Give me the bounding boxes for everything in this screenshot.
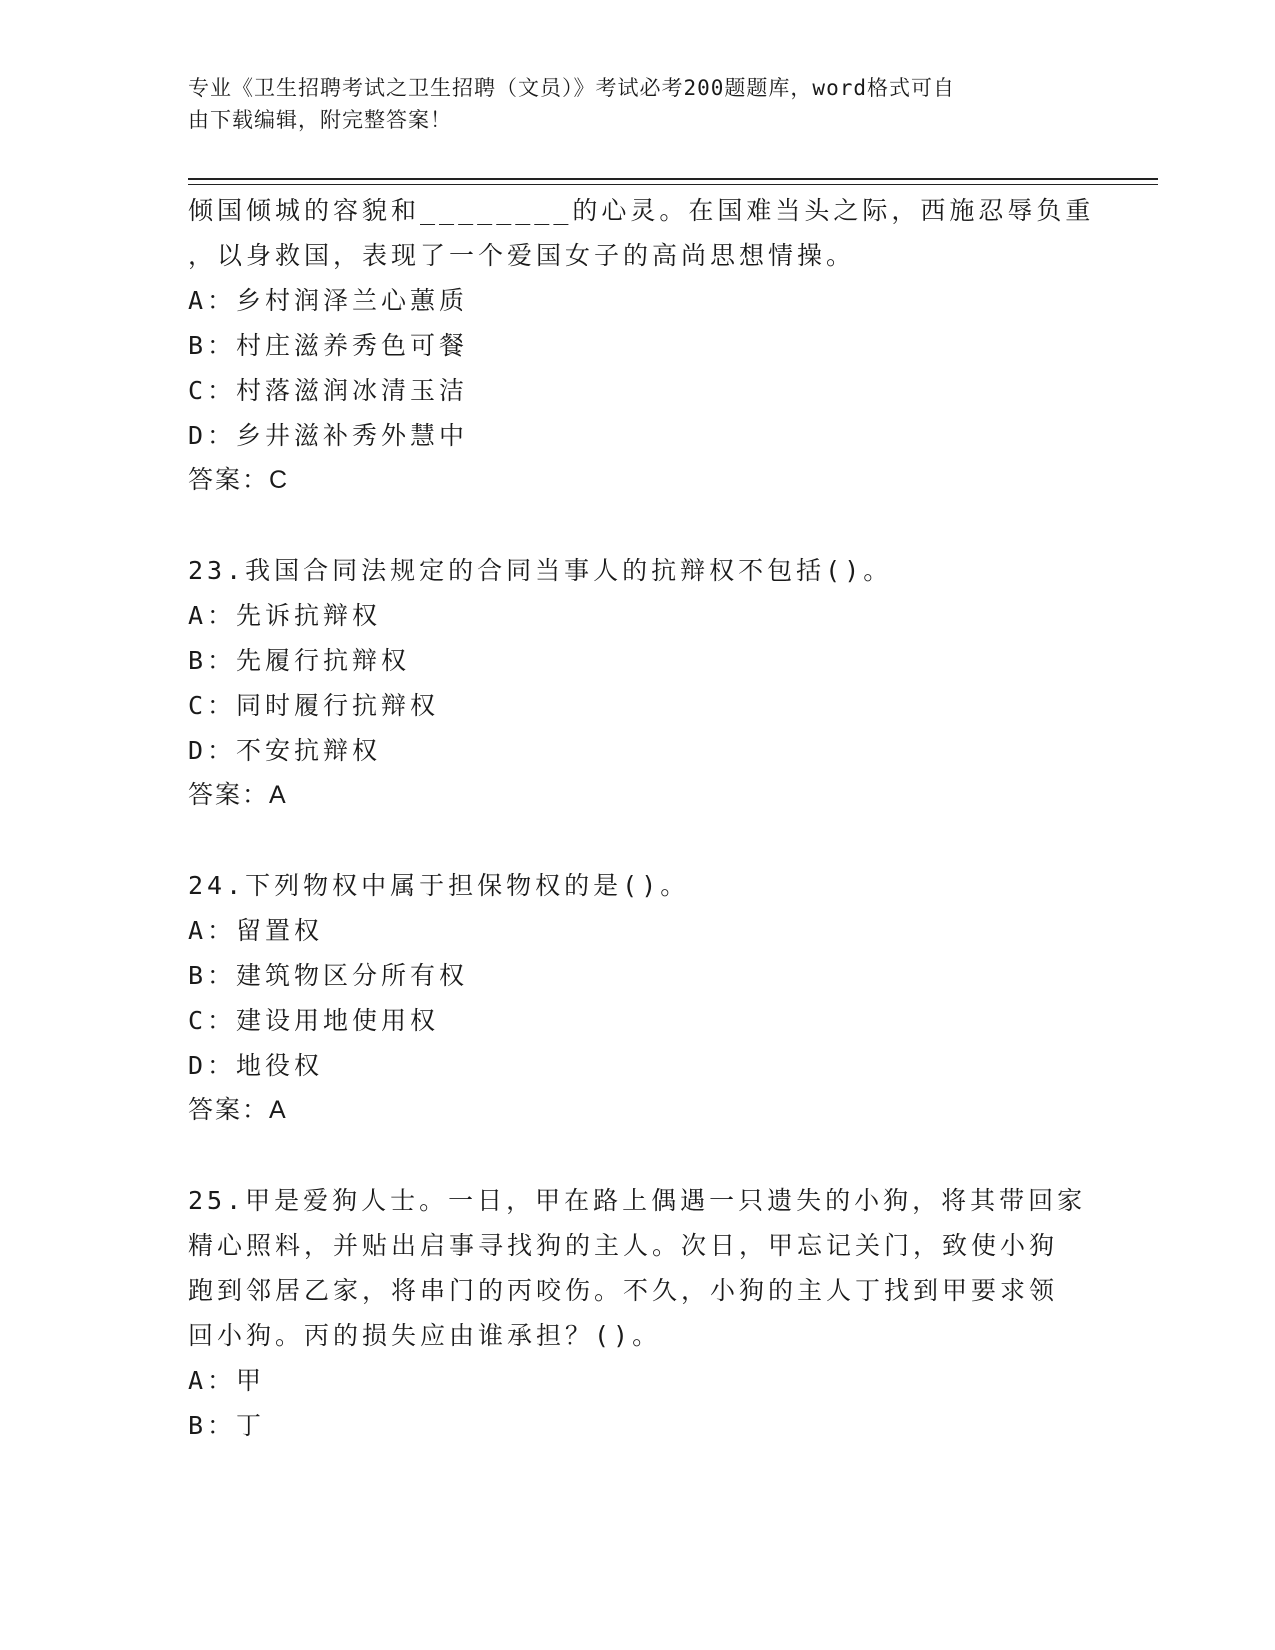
header-divider-thick — [188, 178, 1158, 180]
spacer — [188, 818, 1088, 863]
option-c: C：建设用地使用权 — [188, 1006, 440, 1035]
question-content — [188, 188, 1095, 1448]
option-a: A：甲 — [188, 1366, 266, 1395]
option-b: B：丁 — [188, 1411, 266, 1440]
spacer — [188, 1133, 1088, 1178]
header-divider-thin — [188, 184, 1158, 185]
option-d: D：地役权 — [188, 1051, 324, 1080]
question-23 — [188, 548, 1088, 818]
question-text: 23.我国合同法规定的合同当事人的抗辩权不包括()。 — [188, 556, 893, 585]
option-c: C：村落滋润冰清玉洁 — [188, 376, 469, 405]
document-header — [188, 72, 1068, 136]
spacer — [188, 503, 1088, 548]
option-c: C：同时履行抗辩权 — [188, 691, 440, 720]
question-text: ，以身救国，表现了一个爱国女子的高尚思想情操。 — [188, 241, 856, 270]
option-a: A：先诉抗辩权 — [188, 601, 382, 630]
question-text: 倾国倾城的容貌和________的心灵。在国难当头之际，西施忍辱负重 — [188, 196, 1095, 225]
question-text: 25.甲是爱狗人士。一日，甲在路上偶遇一只遗失的小狗，将其带回家 — [188, 1186, 1087, 1215]
question-text: 24.下列物权中属于担保物权的是()。 — [188, 871, 690, 900]
question-24 — [188, 863, 1088, 1133]
option-d: D：不安抗辩权 — [188, 736, 382, 765]
option-d: D：乡井滋补秀外慧中 — [188, 421, 469, 450]
question-22 — [188, 188, 1095, 503]
option-b: B：村庄滋养秀色可餐 — [188, 331, 469, 360]
question-text: 回小狗。丙的损失应由谁承担？()。 — [188, 1321, 662, 1350]
question-text: 精心照料，并贴出启事寻找狗的主人。次日，甲忘记关门，致使小狗 — [188, 1231, 1059, 1260]
option-a: A：乡村润泽兰心蕙质 — [188, 286, 469, 315]
answer-text: 答案：C — [188, 466, 290, 494]
option-a: A：留置权 — [188, 916, 324, 945]
option-b: B：建筑物区分所有权 — [188, 961, 469, 990]
option-b: B：先履行抗辩权 — [188, 646, 411, 675]
answer-text: 答案：A — [188, 781, 288, 809]
question-25 — [188, 1178, 1088, 1448]
header-line-2: 由下载编辑，附完整答案！ — [188, 108, 452, 132]
question-text: 跑到邻居乙家，将串门的丙咬伤。不久，小狗的主人丁找到甲要求领 — [188, 1276, 1059, 1305]
header-line-1: 专业《卫生招聘考试之卫生招聘（文员）》考试必考200题题库，word格式可自 — [188, 76, 955, 100]
answer-text: 答案：A — [188, 1096, 288, 1124]
